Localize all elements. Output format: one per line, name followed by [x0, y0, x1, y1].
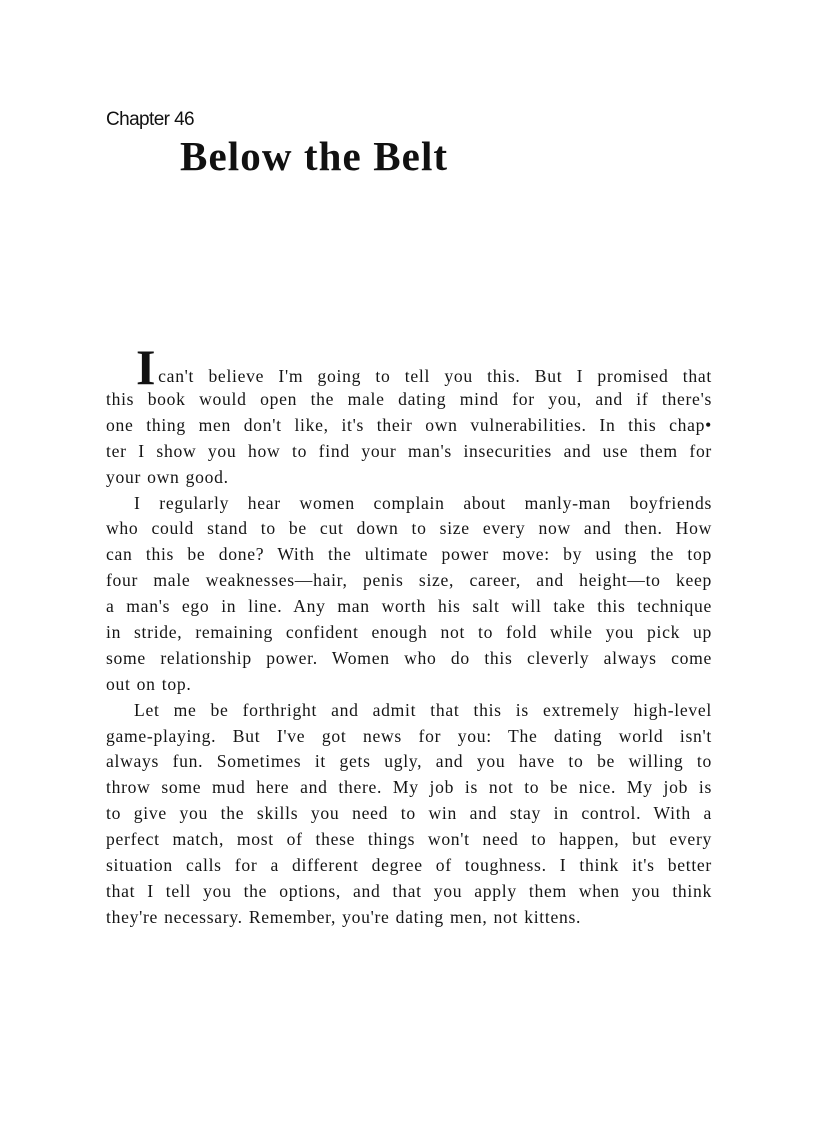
paragraph-line: throw some mud here and there. My job is not to be nice. My job is — [106, 777, 712, 798]
paragraph-line: in stride, remaining confident enough not to fold while you pick up — [106, 622, 712, 643]
paragraph-line: perfect match, most of these things won't need to happen, but every — [106, 829, 712, 850]
paragraph-line: can't believe I'm going to tell you this. But I promised that — [158, 366, 712, 386]
paragraph-line: game-playing. But I've got news for you: The dating world isn't — [106, 725, 712, 746]
chapter-number: Chapter 46 — [106, 109, 195, 130]
paragraph-line: that I tell you the options, and that you apply them when you think — [106, 880, 712, 901]
paragraph-line: they're necessary. Remember, you're dating men, not kittens. — [106, 906, 582, 927]
paragraph-line: I regularly hear women complain about manly-man boyfriends — [134, 492, 712, 513]
paragraph-line: always fun. Sometimes it gets ugly, and you have to be willing to — [106, 751, 712, 772]
drop-cap: I — [136, 339, 157, 395]
paragraph-line: situation calls for a different degree of toughness. I think it's better — [106, 855, 712, 876]
paragraph-line: Let me be forthright and admit that this is extremely high-level — [134, 699, 712, 720]
paragraph-line: this book would open the male dating mind for you, and if there's — [106, 389, 712, 409]
chapter-body — [106, 340, 712, 931]
paragraph-line: who could stand to be cut down to size every now and then. How — [106, 518, 712, 539]
paragraph-line: one thing men don't like, it's their own vulnerabilities. In this chap• — [106, 414, 712, 435]
paragraph-line: your own good. — [106, 466, 229, 487]
paragraph-1-first-line — [106, 339, 712, 395]
paragraph-line: four male weaknesses—hair, penis size, career, and height—to keep — [106, 570, 712, 591]
paragraph-line: some relationship power. Women who do this cleverly always come — [106, 647, 712, 668]
paragraph-line: can this be done? With the ultimate power move: by using the top — [106, 544, 712, 565]
chapter-title: Below the Belt — [180, 133, 449, 179]
paragraph-line: to give you the skills you need to win and stay in control. With a — [106, 803, 712, 824]
paragraph-line: a man's ego in line. Any man worth his salt will take this technique — [106, 596, 712, 617]
paragraph-line: out on top. — [106, 673, 192, 694]
paragraph-line: ter I show you how to find your man's insecurities and use them for — [106, 440, 712, 461]
